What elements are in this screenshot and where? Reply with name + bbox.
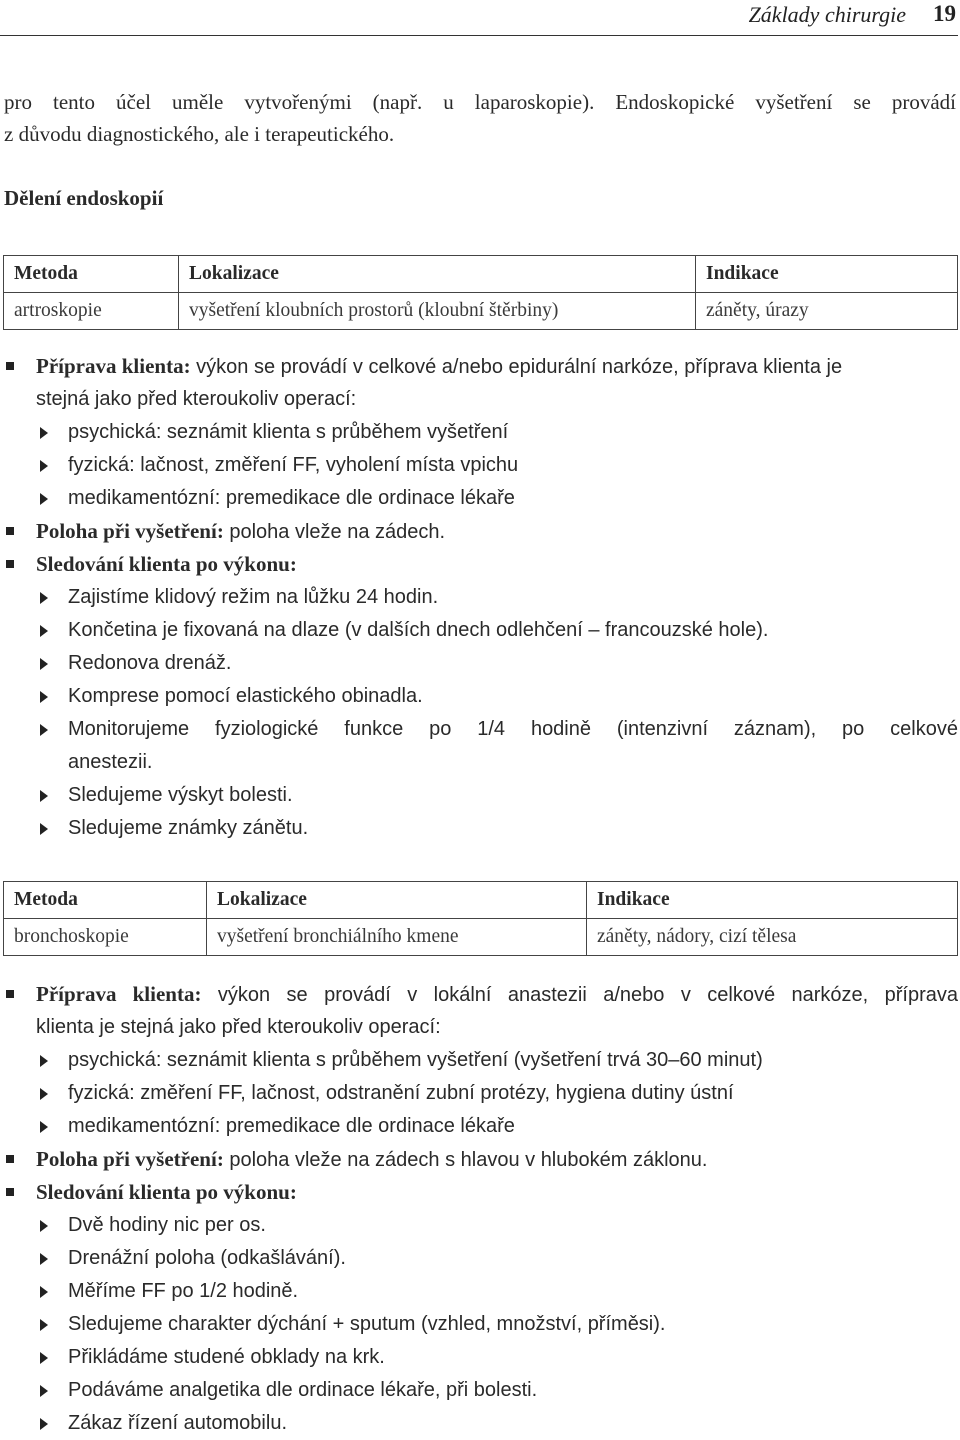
list-item-text: medikamentózní: premedikace dle ordinace lékaře: [68, 487, 515, 509]
triangle-bullet-icon: [40, 493, 48, 505]
list-item: [4, 581, 958, 614]
intro-line-2: z důvodu diagnostického, ale i terapeutického.: [4, 122, 395, 146]
prep-label: Příprava klienta:: [36, 982, 202, 1006]
position-text: poloha vleže na zádech s hlavou v hlubokém záklonu.: [223, 1149, 708, 1171]
square-bullet-icon: [6, 527, 14, 535]
triangle-bullet-icon: [40, 460, 48, 472]
list-item-text: Monitorujeme fyziologické funkce po 1/4 hodině (intenzivní záznam), po celkové: [68, 718, 958, 740]
table-header-row: [4, 256, 958, 293]
position-text: poloha vleže na zádech.: [223, 521, 446, 543]
list-item: [4, 482, 958, 515]
triangle-bullet-icon: [40, 658, 48, 670]
list-item: [4, 416, 958, 449]
triangle-bullet-icon: [40, 790, 48, 802]
list-item: [4, 1407, 958, 1440]
list-item-text: Redonova drenáž.: [68, 652, 232, 674]
triangle-bullet-icon: [40, 1220, 48, 1232]
column-header-metoda: Metoda: [4, 882, 207, 919]
list-item-text: Sledujeme známky zánětu.: [68, 817, 309, 839]
list-item-text: fyzická: změření FF, lačnost, odstranění zubní protézy, hygiena dutiny ústní: [68, 1082, 734, 1104]
table-row: [4, 293, 958, 330]
list-item: [4, 1077, 958, 1110]
monitor-label: Sledování klienta po výkonu:: [36, 1180, 297, 1204]
monitor-label: Sledování klienta po výkonu:: [36, 552, 297, 576]
list-item-text: Dvě hodiny nic per os.: [68, 1214, 266, 1236]
table-header-row: [4, 882, 958, 919]
column-header-indikace: Indikace: [587, 882, 958, 919]
cell-indikace: záněty, úrazy: [696, 293, 958, 330]
list-item-text: Podáváme analgetika dle ordinace lékaře, při bolesti.: [68, 1379, 538, 1401]
square-bullet-icon: [6, 560, 14, 568]
square-bullet-icon: [6, 990, 14, 998]
list-item-text: Končetina je fixovaná na dlaze (v dalších dnech odlehčení – francouzské hole).: [68, 619, 769, 641]
prep-item: [4, 978, 958, 1011]
list-item-text: Sledujeme výskyt bolesti.: [68, 784, 293, 806]
prep-continuation: stejná jako před kteroukoliv operací:: [36, 388, 357, 410]
cell-lokalizace: vyšetření kloubních prostorů (kloubní štěrbiny): [179, 293, 696, 330]
list-item: [4, 1044, 958, 1077]
column-header-indikace: Indikace: [696, 256, 958, 293]
position-item: [4, 1143, 958, 1176]
triangle-bullet-icon: [40, 1253, 48, 1265]
list-item: [4, 1308, 958, 1341]
list-item: [4, 614, 958, 647]
artroskopie-details: [4, 350, 958, 845]
prep-continuation: klienta je stejná jako před kteroukoliv operací:: [36, 1016, 441, 1038]
list-item: [4, 1110, 958, 1143]
square-bullet-icon: [6, 1155, 14, 1163]
triangle-bullet-icon: [40, 1319, 48, 1331]
prep-text: výkon se provádí v lokální anastezii a/nebo v celkové narkóze, příprava: [201, 984, 958, 1006]
intro-paragraph: [4, 86, 956, 150]
list-item-text: psychická: seznámit klienta s průběhem vyšetření (vyšetření trvá 30–60 minut): [68, 1049, 763, 1071]
running-title: Základy chirurgie: [748, 2, 906, 27]
list-item-text: Sledujeme charakter dýchání + sputum (vzhled, množství, příměsi).: [68, 1313, 666, 1335]
prep-label: Příprava klienta:: [36, 354, 191, 378]
column-header-lokalizace: Lokalizace: [207, 882, 587, 919]
list-item: [4, 449, 958, 482]
intro-line-1: pro tento účel uměle vytvořenými (např. u laparoskopie). Endoskopické vyšetření se provádí: [4, 90, 956, 114]
position-label: Poloha při vyšetření:: [36, 1147, 224, 1171]
list-item: [4, 647, 958, 680]
triangle-bullet-icon: [40, 1286, 48, 1298]
list-item-text: Drenážní poloha (odkašlávání).: [68, 1247, 346, 1269]
list-item: [4, 1275, 958, 1308]
square-bullet-icon: [6, 362, 14, 370]
triangle-bullet-icon: [40, 1385, 48, 1397]
column-header-metoda: Metoda: [4, 256, 179, 293]
triangle-bullet-icon: [40, 592, 48, 604]
triangle-bullet-icon: [40, 823, 48, 835]
cell-metoda: artroskopie: [4, 293, 179, 330]
list-item: [4, 713, 958, 746]
prep-item: [4, 350, 958, 383]
table-row: [4, 919, 958, 956]
triangle-bullet-icon: [40, 1121, 48, 1133]
cell-indikace: záněty, nádory, cizí tělesa: [587, 919, 958, 956]
list-item-text: Komprese pomocí elastického obinadla.: [68, 685, 423, 707]
triangle-bullet-icon: [40, 625, 48, 637]
prep-text: výkon se provádí v celkové a/nebo epidurální narkóze, příprava klienta je: [190, 356, 843, 378]
list-item: [4, 680, 958, 713]
square-bullet-icon: [6, 1188, 14, 1196]
list-item-text: medikamentózní: premedikace dle ordinace lékaře: [68, 1115, 515, 1137]
list-item: [4, 812, 958, 845]
triangle-bullet-icon: [40, 691, 48, 703]
list-item: [4, 779, 958, 812]
triangle-bullet-icon: [40, 1352, 48, 1364]
triangle-bullet-icon: [40, 427, 48, 439]
list-item-text: fyzická: lačnost, změření FF, vyholení místa vpichu: [68, 454, 519, 476]
running-header: [0, 0, 958, 36]
list-item: [4, 1341, 958, 1374]
cell-lokalizace: vyšetření bronchiálního kmene: [207, 919, 587, 956]
section-heading: Dělení endoskopií: [4, 186, 164, 210]
endoscopy-table-bronchoskopie: [3, 881, 958, 956]
column-header-lokalizace: Lokalizace: [179, 256, 696, 293]
bronchoskopie-details: [4, 978, 958, 1440]
list-item: [4, 1374, 958, 1407]
list-item-text: Zákaz řízení automobilu.: [68, 1412, 287, 1434]
position-item: [4, 515, 958, 548]
triangle-bullet-icon: [40, 1418, 48, 1430]
list-item-text: Přikládáme studené obklady na krk.: [68, 1346, 385, 1368]
triangle-bullet-icon: [40, 724, 48, 736]
list-item-text: psychická: seznámit klienta s průběhem vyšetření: [68, 421, 509, 443]
list-item-continuation: anestezii.: [68, 751, 153, 773]
cell-metoda: bronchoskopie: [4, 919, 207, 956]
monitor-item: [4, 1176, 958, 1209]
triangle-bullet-icon: [40, 1088, 48, 1100]
list-item: [4, 1209, 958, 1242]
triangle-bullet-icon: [40, 1055, 48, 1067]
list-item-text: Zajistíme klidový režim na lůžku 24 hodin.: [68, 586, 439, 608]
monitor-item: [4, 548, 958, 581]
position-label: Poloha při vyšetření:: [36, 519, 224, 543]
page-number: 19: [933, 1, 956, 26]
list-item: [4, 1242, 958, 1275]
endoscopy-table-artroskopie: [3, 255, 958, 330]
list-item-text: Měříme FF po 1/2 hodině.: [68, 1280, 299, 1302]
